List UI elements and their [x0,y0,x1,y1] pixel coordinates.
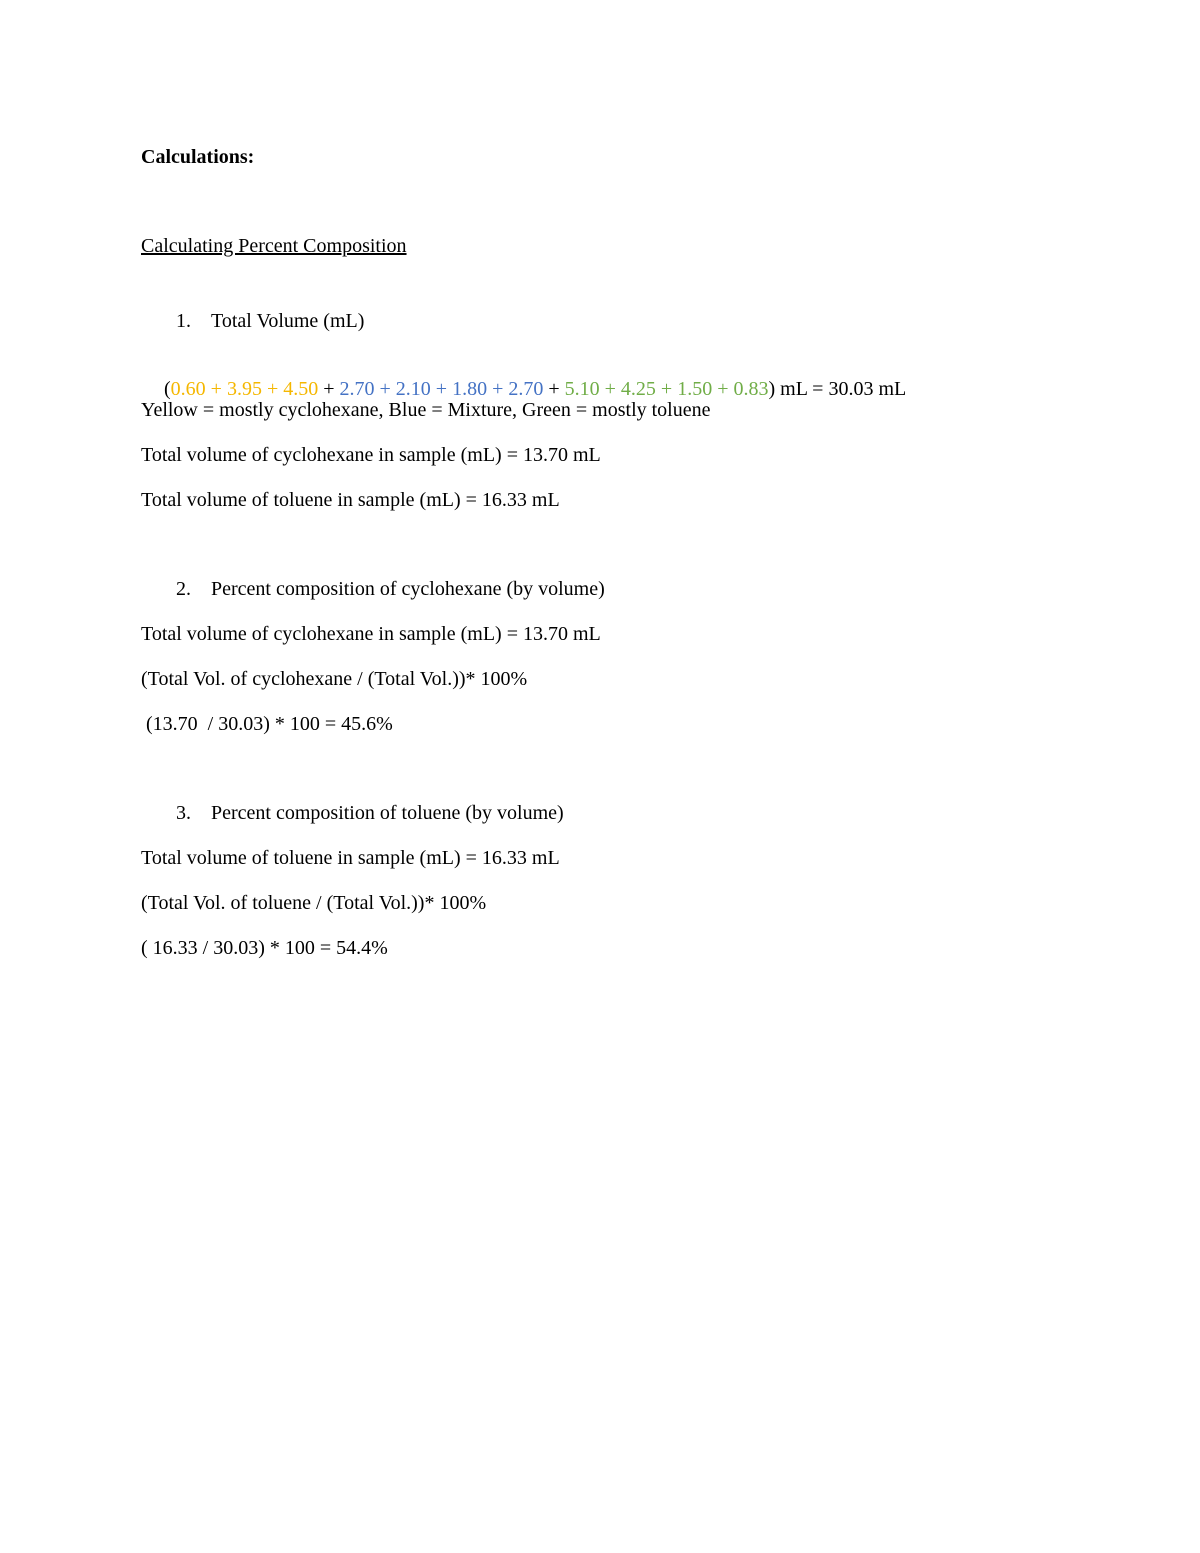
sum-plus-a: + [318,378,340,400]
section1-title: Total Volume (mL) [211,310,365,332]
sum-open-paren: ( [164,378,171,400]
section3-formula: (Total Vol. of toluene / (Total Vol.))* 100% [141,892,487,914]
section3-line1: Total volume of toluene in sample (mL) = 16.33 mL [141,847,560,869]
sum-plus-b: + [543,378,565,400]
toluene-total: Total volume of toluene in sample (mL) = 16.33 mL [141,489,560,511]
section3-result: ( 16.33 / 30.03) * 100 = 54.4% [141,937,388,959]
page-heading: Calculations: [141,146,255,168]
section-subheading: Calculating Percent Composition [141,235,407,257]
color-legend: Yellow = mostly cyclohexane, Blue = Mixture, Green = mostly toluene [141,399,711,421]
section2-line1: Total volume of cyclohexane in sample (mL) = 13.70 mL [141,623,601,645]
section2-formula: (Total Vol. of cyclohexane / (Total Vol.))* 100% [141,668,528,690]
section1-number: 1. [176,310,191,332]
blue-terms: 2.70 + 2.10 + 1.80 + 2.70 [339,378,544,400]
sum-result: ) mL = 30.03 mL [768,378,907,400]
section2-result: (13.70 / 30.03) * 100 = 45.6% [141,713,393,735]
section2-number: 2. [176,578,191,600]
green-terms: 5.10 + 4.25 + 1.50 + 0.83 [564,378,769,400]
cyclohexane-total: Total volume of cyclohexane in sample (mL) = 13.70 mL [141,444,601,466]
section2-title: Percent composition of cyclohexane (by volume) [211,578,605,600]
yellow-terms: 0.60 + 3.95 + 4.50 [170,378,319,400]
section3-title: Percent composition of toluene (by volume) [211,802,564,824]
section3-number: 3. [176,802,191,824]
